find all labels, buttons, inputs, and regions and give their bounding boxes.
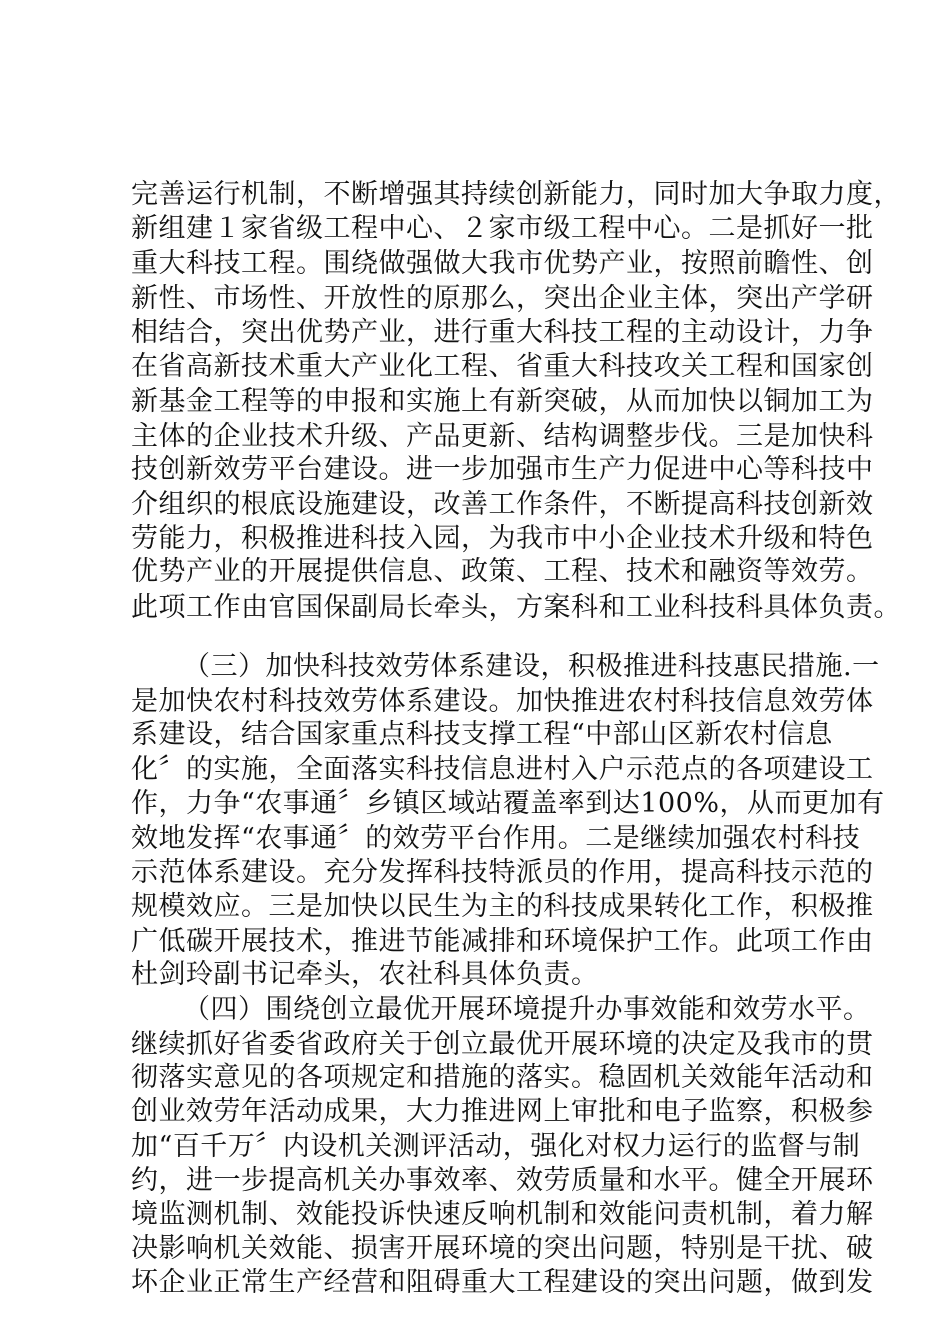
text-line: （四）围绕创立最优开展环境提升办事效能和效劳水平。: [183, 994, 871, 1025]
text-line: 决影响机关效能、损害开展环境的突出问题，特别是干扰、破: [131, 1233, 874, 1264]
text-line: （三）加快科技效劳体系建设，积极推进科技惠民措施.一: [183, 651, 880, 682]
text-line: 坏企业正常生产经营和阻碍重大工程建设的突出问题，做到发: [131, 1267, 874, 1298]
text-line: 新基金工程等的申报和实施上有新突破，从而加快以铜加工为: [131, 386, 874, 417]
text-line: 此项工作由官国保副局长牵头，方案科和工业科技科具体负责。: [131, 592, 901, 623]
text-line: 杜剑玲副书记牵头，农社科具体负责。: [131, 959, 599, 990]
text-line: 新组建１家省级工程中心、２家市级工程中心。二是抓好一批: [131, 213, 874, 244]
text-line: 是加快农村科技效劳体系建设。加快推进农村科技信息效劳体: [131, 686, 874, 717]
text-line: 继续抓好省委省政府关于创立最优开展环境的决定及我市的贯: [131, 1029, 874, 1060]
text-line: 系建设，结合国家重点科技支撑工程“中部山区新农村信息: [131, 719, 833, 750]
text-line: 规模效应。三是加快以民生为主的科技成果转化工作，积极推: [131, 891, 874, 922]
text-line: 优势产业的开展提供信息、政策、工程、技术和融资等效劳。: [131, 556, 874, 587]
text-line: 境监测机制、效能投诉快速反响机制和效能问责机制，着力解: [131, 1199, 874, 1230]
text-line: 主体的企业技术升级、产品更新、结构调整步伐。三是加快科: [131, 421, 874, 452]
text-line: 化〞的实施，全面落实科技信息进村入户示范点的各项建设工: [131, 754, 874, 785]
text-line: 加“百千万〞内设机关测评活动，强化对权力运行的监督与制: [131, 1131, 861, 1162]
text-line: 完善运行机制，不断增强其持续创新能力，同时加大争取力度，: [131, 179, 901, 210]
text-line: 效地发挥“农事通〞的效劳平台作用。二是继续加强农村科技: [131, 823, 861, 854]
text-line: 技创新效劳平台建设。进一步加强市生产力促进中心等科技中: [131, 454, 874, 485]
text-line: 广低碳开展技术，推进节能减排和环境保护工作。此项工作由: [131, 926, 874, 957]
text-line: 相结合，突出优势产业，进行重大科技工程的主动设计，力争: [131, 317, 874, 348]
text-line: 示范体系建设。充分发挥科技特派员的作用，提高科技示范的: [131, 857, 874, 888]
text-line: 在省高新技术重大产业化工程、省重大科技攻关工程和国家创: [131, 351, 874, 382]
text-line: 重大科技工程。围绕做强做大我市优势产业，按照前瞻性、创: [131, 248, 874, 279]
text-line: 约，进一步提高机关办事效率、效劳质量和水平。健全开展环: [131, 1165, 874, 1196]
text-line: 新性、市场性、开放性的原那么，突出企业主体，突出产学研: [131, 283, 874, 314]
text-line: 创业效劳年活动成果，大力推进网上审批和电子监察，积极参: [131, 1096, 874, 1127]
text-line: 彻落实意见的各项规定和措施的落实。稳固机关效能年活动和: [131, 1062, 874, 1093]
text-line: 作，力争“农事通〞乡镇区域站覆盖率到达100%，从而更加有: [131, 788, 885, 819]
text-line: 劳能力，积极推进科技入园，为我市中小企业技术升级和特色: [131, 523, 874, 554]
text-line: 介组织的根底设施建设，改善工作条件，不断提高科技创新效: [131, 489, 874, 520]
